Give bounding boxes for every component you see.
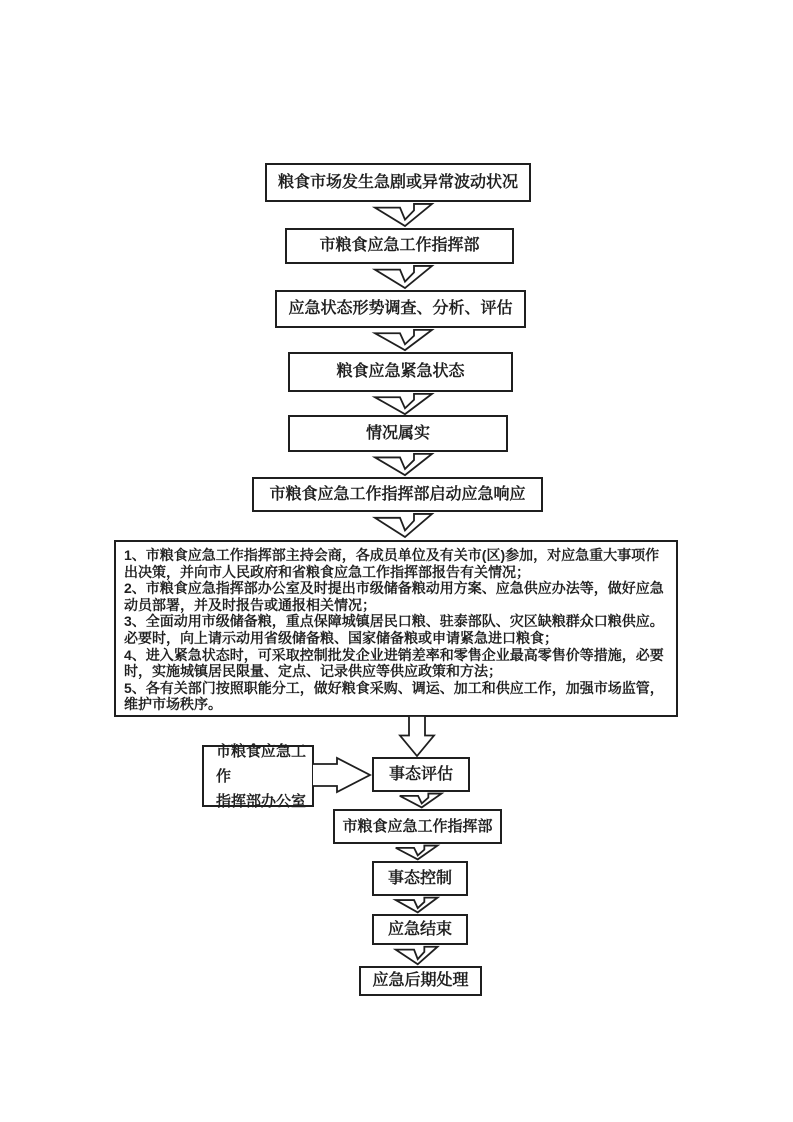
fold-down-arrow-icon [374,513,434,538]
flow-box-end: 应急结束 [372,914,468,945]
flow-box-control: 事态控制 [372,861,468,896]
flow-box-market-event: 粮食市场发生急剧或异常波动状况 [265,163,531,202]
measure-item: 3、全面动用市级储备粮，重点保障城镇居民口粮、驻泰部队、灾区缺粮群众口粮供应。必要时，向上请示动用省级储备粮、国家储备粮或申请紧急进口粮食； [124,613,664,646]
fold-down-arrow-icon [399,793,443,808]
flow-box-measures [114,540,678,717]
fold-down-arrow-icon [374,265,434,289]
fold-down-arrow-icon [374,453,434,476]
flow-box-office [202,742,314,810]
flow-box-assessment: 事态评估 [372,757,470,792]
fold-down-arrow-icon [374,203,434,227]
flow-box-situation-confirmed: 情况属实 [288,415,508,452]
measure-item: 2、市粮食应急指挥部办公室及时提出市级储备粮动用方案、应急供应办法等，做好应急动员部署，并及时报告或通报相关情况； [124,580,664,613]
flow-box-activate-response: 市粮食应急工作指挥部启动应急响应 [252,477,543,512]
fold-down-arrow-icon [395,897,439,913]
fold-down-arrow-icon [374,329,434,351]
flow-box-headquarters: 市粮食应急工作指挥部 [285,228,514,264]
office-label-line: 市粮食应急工作 [216,742,307,785]
block-right-arrow-icon [313,756,372,794]
fold-down-arrow-icon [395,946,439,965]
office-label-line: 指挥部办公室 [216,792,307,810]
block-down-arrow-icon [399,716,435,757]
flow-box-headquarters-2: 市粮食应急工作指挥部 [333,809,502,844]
flow-box-emergency-state: 粮食应急紧急状态 [288,352,513,392]
fold-down-arrow-icon [374,393,434,415]
fold-down-arrow-icon [395,845,439,860]
flow-box-aftermath: 应急后期处理 [359,966,482,996]
measure-item: 5、各有关部门按照职能分工，做好粮食采购、调运、加工和供应工作，加强市场监管，维护市场秩序。 [124,679,664,713]
measure-item: 4、进入紧急状态时，可采取控制批发企业进销差率和零售企业最高零售价等措施，必要时，实施城镇居民限量、定点、记录供应等供应政策和方法； [124,646,664,680]
flow-box-investigation: 应急状态形势调查、分析、评估 [275,290,526,328]
measure-item: 1、市粮食应急工作指挥部主持会商，各成员单位及有关市(区)参加，对应急重大事项作出决策，并向市人民政府和省粮食应急工作指挥部报告有关情况； [124,547,660,580]
